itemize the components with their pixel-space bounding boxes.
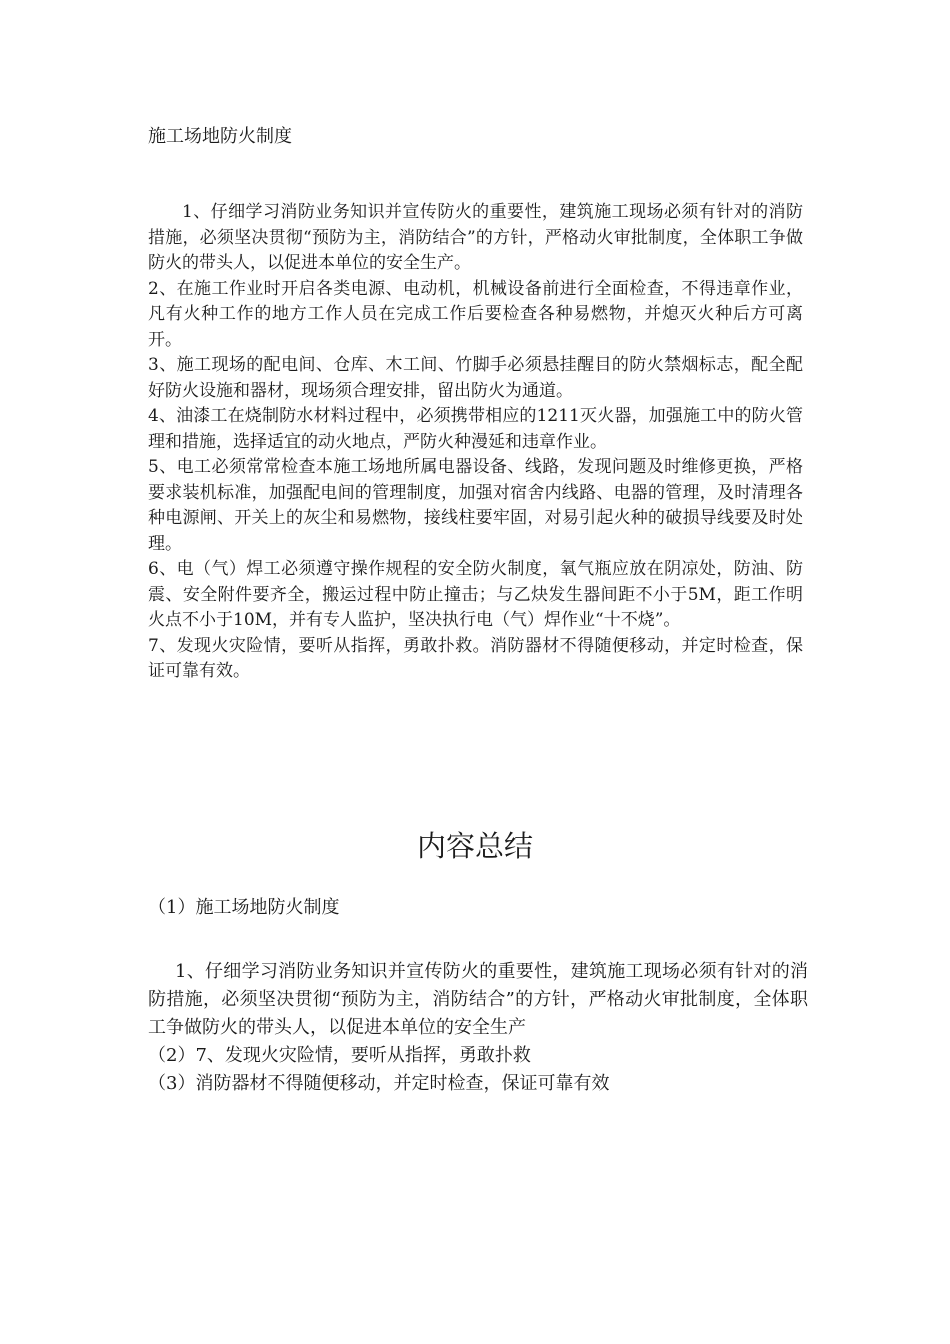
summary-item-1: （1）施工场地防火制度 [148,897,340,918]
summary-section [148,894,808,1098]
rule-item-2: 2、在施工作业时开启各类电源、电动机，机械设备前进行全面检查，不得违章作业，凡有火种工作的地方工作人员在完成工作后要检查各种易燃物，并熄灭火种后方可离开。 [148,278,803,350]
document-title: 施工场地防火制度 [148,126,292,147]
summary-heading: 内容总结 [416,829,533,863]
rule-item-5: 5、电工必须常常检查本施工场地所属电器设备、线路，发现问题及时维修更换，严格要求装机标准，加强配电间的管理制度，加强对宿舍内线路、电器的管理，及时清理各种电源闸、开关上的灰尘和易燃物，接线柱要牢固，对易引起火种的破损导线要及时处理。 [148,457,803,554]
rule-item-4: 4、油漆工在烧制防水材料过程中，必须携带相应的1211灭火器，加强施工中的防火管理和措施，选择适宜的动火地点，严防火种漫延和违章作业。 [148,406,803,452]
rule-item-1: 1、仔细学习消防业务知识并宣传防火的重要性，建筑施工现场必须有针对的消防措施，必须坚决贯彻“预防为主，消防结合”的方针，严格动火审批制度，全体职工争做防火的带头人，以促进本单位的安全生产。 [148,202,803,273]
summary-item-1-text: 1、仔细学习消防业务知识并宣传防火的重要性，建筑施工现场必须有针对的消防措施，必须坚决贯彻“预防为主，消防结合”的方针，严格动火审批制度，全体职工争做防火的带头人，以促进本单位的安全生产 [148,961,808,1038]
fire-rules-list [148,200,803,685]
rule-item-6: 6、电（气）焊工必须遵守操作规程的安全防火制度，氧气瓶应放在阴凉处，防油、防震、安全附件要齐全，搬运过程中防止撞击；与乙炔发生器间距不小于5M，距工作明火点不小于10M，并有专人监护，坚决执行电（气）焊作业“十不烧”。 [148,559,803,630]
rule-item-3: 3、施工现场的配电间、仓库、木工间、竹脚手必须悬挂醒目的防火禁烟标志，配全配好防火设施和器材，现场须合理安排，留出防火为通道。 [148,355,803,401]
rule-item-7: 7、发现火灾险情，要听从指挥，勇敢扑救。消防器材不得随便移动，并定时检查，保证可靠有效。 [148,635,803,681]
summary-item-2: （2）7、发现火灾险情，要听从指挥，勇敢扑救 [148,1045,531,1066]
summary-item-3: （3）消防器材不得随便移动，并定时检查，保证可靠有效 [148,1073,610,1094]
